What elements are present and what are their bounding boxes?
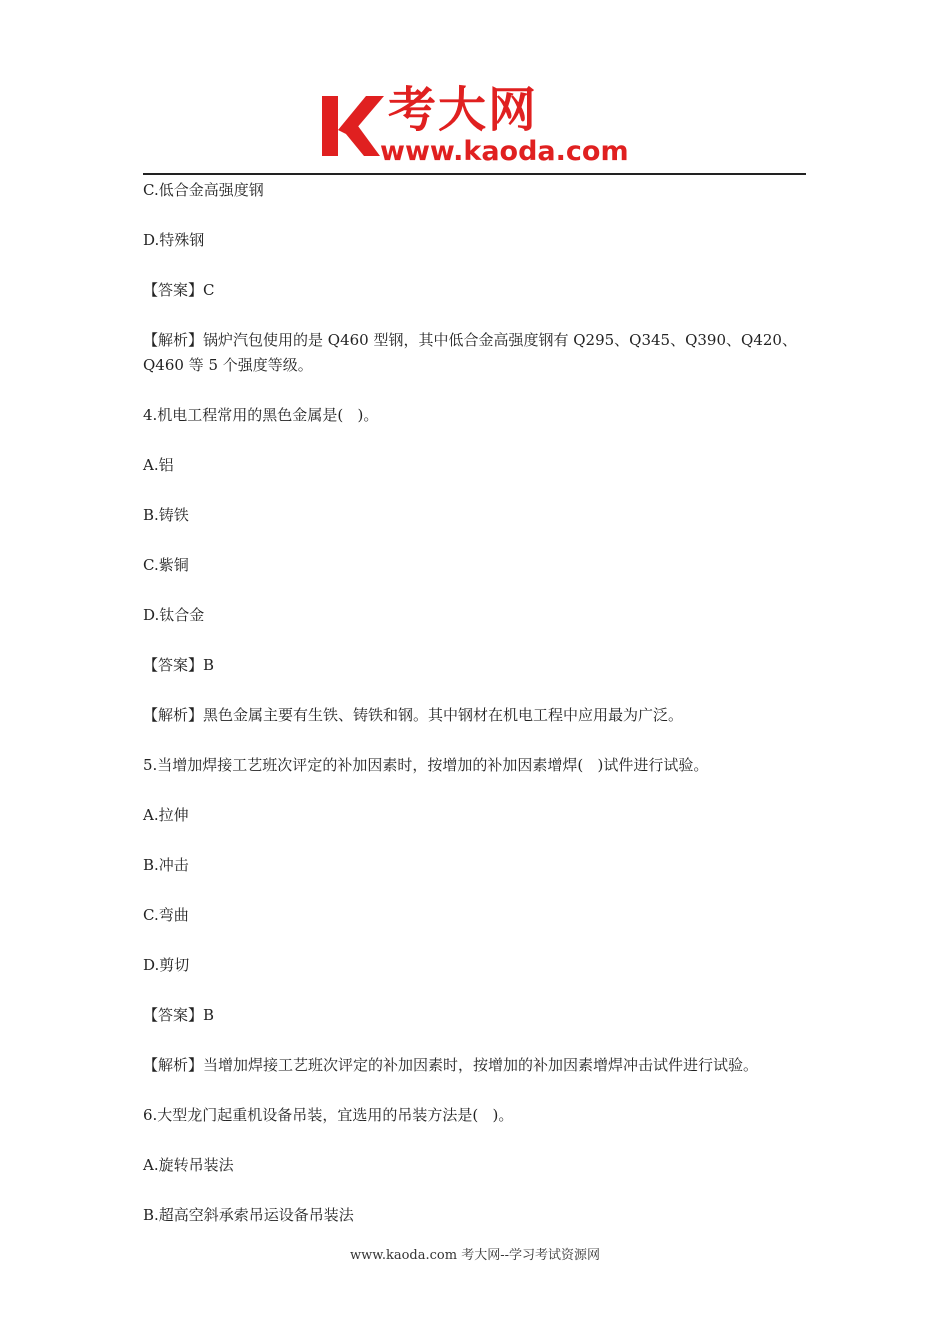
option-a: A.铝: [143, 456, 174, 474]
option-c: C.弯曲: [143, 906, 189, 924]
answer: 【答案】B: [143, 1006, 215, 1024]
document-body: [143, 178, 808, 1253]
option-b: B.超高空斜承索吊运设备吊装法: [143, 1206, 354, 1224]
answer: 【答案】B: [143, 656, 215, 674]
header-divider: [143, 173, 806, 175]
option-d: D.钛合金: [143, 606, 205, 624]
question-5: 5.当增加焊接工艺班次评定的补加因素时，按增加的补加因素增焊( )试件进行试验。: [143, 756, 709, 774]
explanation: 【解析】黑色金属主要有生铁、铸铁和钢。其中钢材在机电工程中应用最为广泛。: [143, 706, 684, 724]
kaoda-k-logo-icon: [318, 90, 388, 162]
option-c: C.紫铜: [143, 556, 189, 574]
page-header: [0, 0, 950, 176]
question-6: 6.大型龙门起重机设备吊装，宜选用的吊装方法是( )。: [143, 1106, 514, 1124]
explanation: 【解析】当增加焊接工艺班次评定的补加因素时，按增加的补加因素增焊冲击试件进行试验。: [143, 1056, 759, 1074]
explanation: 【解析】锅炉汽包使用的是 Q460 型钢，其中低合金高强度钢有 Q295、Q345、Q390、Q420、Q460 等 5 个强度等级。: [143, 331, 797, 374]
kaoda-logo: [318, 84, 648, 168]
page-footer: www.kaoda.com 考大网--学习考试资源网: [350, 1248, 600, 1263]
option-c: C.低合金高强度钢: [143, 181, 264, 199]
option-b: B.铸铁: [143, 506, 189, 524]
question-4: 4.机电工程常用的黑色金属是( )。: [143, 406, 379, 424]
answer: 【答案】C: [143, 281, 215, 299]
logo-url: www.kaoda.com: [380, 136, 629, 167]
option-b: B.冲击: [143, 856, 189, 874]
option-a: A.拉伸: [143, 806, 189, 824]
option-d: D.特殊钢: [143, 231, 205, 249]
option-a: A.旋转吊装法: [143, 1156, 234, 1174]
option-d: D.剪切: [143, 956, 190, 974]
logo-title: 考大网: [388, 82, 539, 138]
